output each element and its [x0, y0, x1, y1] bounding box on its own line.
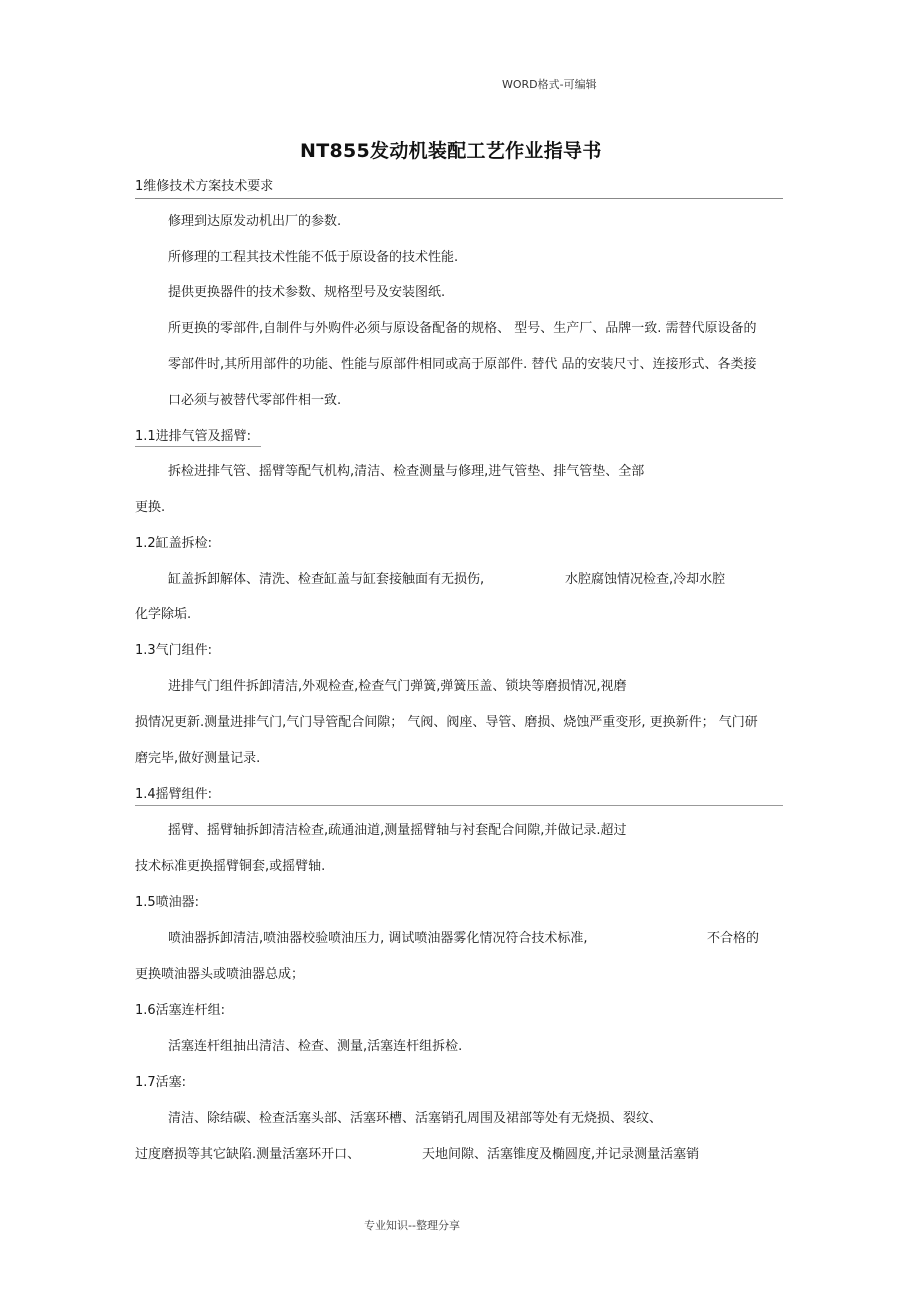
section-1-6-heading: 1.6活塞连杆组:	[135, 1003, 226, 1018]
section-1-paragraph-3: 提供更换器件的技术参数、规格型号及安装图纸.	[168, 285, 446, 300]
section-1-3-line-3: 磨完毕,做好测量记录.	[135, 751, 261, 766]
section-1-2-heading: 1.2缸盖拆检:	[135, 536, 213, 551]
section-1-7-heading: 1.7活塞:	[135, 1075, 187, 1090]
section-1-3-heading: 1.3气门组件:	[135, 643, 213, 658]
page-footer: 专业知识--整理分享	[364, 1219, 460, 1232]
section-1-rule	[135, 198, 783, 199]
section-1-1-line-2: 更换.	[135, 500, 166, 515]
section-1-heading: 1维修技术方案技术要求	[135, 179, 274, 194]
section-1-4-heading: 1.4摇臂组件:	[135, 787, 213, 802]
section-1-5-line-2: 更换喷油器头或喷油器总成；	[135, 967, 305, 982]
section-1-1-heading: 1.1进排气管及摇臂:	[135, 429, 252, 444]
section-1-paragraph-4-line-1: 所更换的零部件,自制件与外购件必须与原设备配备的规格、 型号、生产厂、品牌一致. 需替代原设备的	[168, 321, 757, 336]
section-1-7-line-1: 清洁、除结碳、检查活塞头部、活塞环槽、活塞销孔周围及裙部等处有无烧损、裂纹、	[168, 1111, 663, 1126]
section-1-5-line-1b: 不合格的	[707, 931, 760, 946]
section-1-3-line-1: 进排气门组件拆卸清洁,外观检查,检查气门弹簧,弹簧压盖、锁块等磨损情况,视磨	[168, 679, 627, 694]
section-1-3-line-2: 损情况更新.测量进排气门,气门导管配合间隙； 气阀、阀座、导管、磨损、烧蚀严重变形, 更换新件； 气门研	[135, 715, 758, 730]
section-1-7-line-2b: 天地间隙、活塞锥度及椭圆度,并记录测量活塞销	[422, 1147, 700, 1162]
section-1-paragraph-4-line-3: 口必须与被替代零部件相一致.	[168, 393, 342, 408]
section-1-5-heading: 1.5喷油器:	[135, 895, 200, 910]
section-1-1-underline	[135, 446, 261, 447]
section-1-paragraph-2: 所修理的工程其技术性能不低于原设备的技术性能.	[168, 250, 459, 265]
document-title: NT855发动机装配工艺作业指导书	[300, 140, 602, 162]
section-1-4-rule	[135, 805, 783, 806]
section-1-7-line-2a: 过度磨损等其它缺陷.测量活塞环开口、	[135, 1147, 361, 1162]
page-header: WORD格式-可编辑	[502, 78, 597, 91]
section-1-4-line-2: 技术标准更换摇臂铜套,或摇臂轴.	[135, 859, 326, 874]
section-1-4-line-1: 摇臂、摇臂轴拆卸清洁检查,疏通油道,测量摇臂轴与衬套配合间隙,并做记录.超过	[168, 823, 627, 838]
section-1-1-line-1: 拆检进排气管、摇臂等配气机构,清洁、检查测量与修理,进气管垫、排气管垫、全部	[168, 464, 645, 479]
section-1-2-line-1b: 水腔腐蚀情况检查,冷却水腔	[565, 572, 726, 587]
section-1-paragraph-4-line-2: 零部件时,其所用部件的功能、性能与原部件相同或高于原部件. 替代 品的安装尺寸、连接形式、各类接	[168, 357, 757, 372]
section-1-2-line-2: 化学除垢.	[135, 607, 192, 622]
section-1-5-line-1a: 喷油器拆卸清洁,喷油器校验喷油压力, 调试喷油器雾化情况符合技术标准,	[168, 931, 588, 946]
section-1-6-line-1: 活塞连杆组抽出清洁、检查、测量,活塞连杆组拆检.	[168, 1039, 463, 1054]
section-1-paragraph-1: 修理到达原发动机出厂的参数.	[168, 214, 342, 229]
section-1-2-line-1a: 缸盖拆卸解体、清洗、检查缸盖与缸套接触面有无损伤,	[168, 572, 485, 587]
